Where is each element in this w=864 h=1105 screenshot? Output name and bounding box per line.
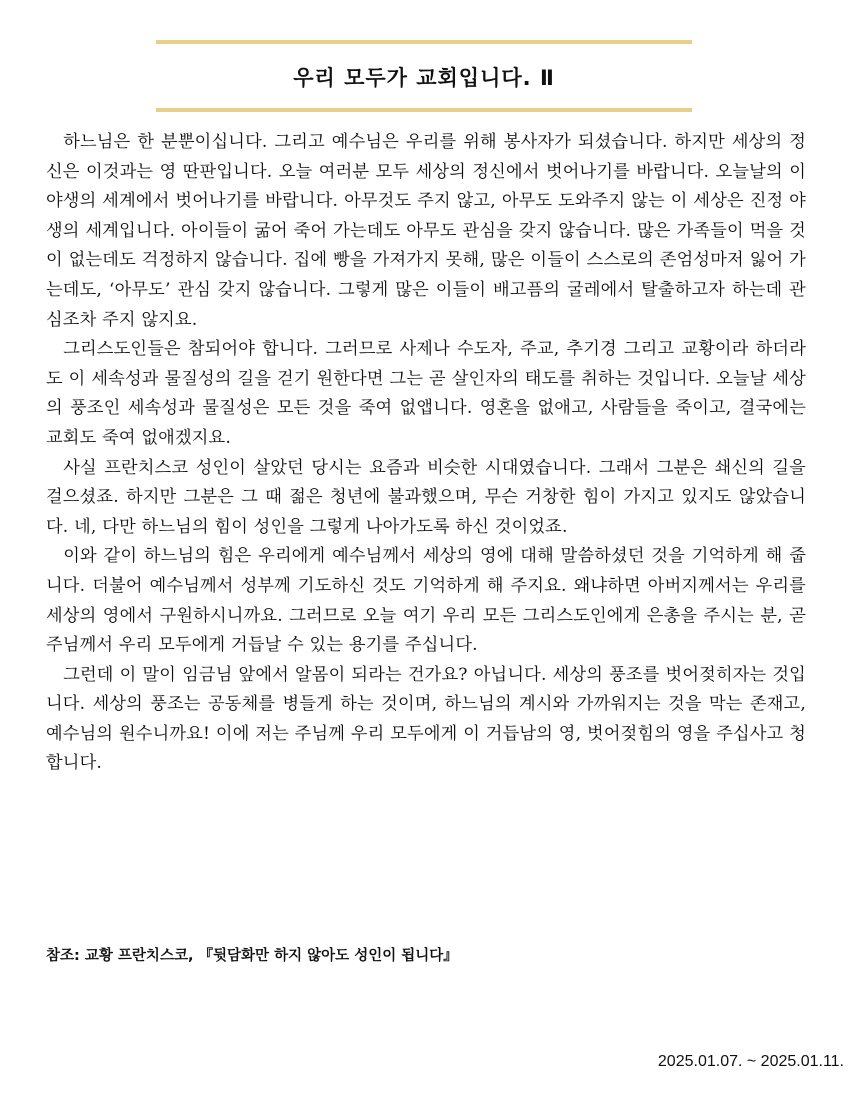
paragraph-1: 하느님은 한 분뿐이십니다. 그리고 예수님은 우리를 위해 봉사자가 되셨습니다. 하지만 세상의 정신은 이것과는 영 딴판입니다. 오늘 여러분 모두 세상의 정신에서 벗어나기를 바랍니다. 오늘날의 이 야생의 세계에서 벗어나기를 바랍니다. 아무것도 주지 않고, 아무도 도와주지 않는 이 세상은 진정 야생의 세계입니다. 아이들이 굶어 죽어 가는데도 아무도 관심을 갖지 않습니다. 많은 가족들이 먹을 것이 없는데도 걱정하지 않습니다. 집에 빵을 가져가지 못해, 많은 이들이 스스로의 존엄성마저 잃어 가는데도, ‘아무도’ 관심 갖지 않습니다. 그렇게 많은 이들이 배고픔의 굴레에서 탈출하고자 하는데 관심조차 주지 않지요. — [46, 132, 806, 330]
date-range: 2025.01.07. ~ 2025.01.11. — [657, 1053, 844, 1070]
title-top-rule — [156, 40, 692, 44]
paragraph-2: 그리스도인들은 참되어야 합니다. 그러므로 사제나 수도자, 주교, 추기경 그리고 교황이라 하더라도 이 세속성과 물질성의 길을 걷기 원한다면 그는 곧 살인자의 태도를 취하는 것입니다. 오늘날 세상의 풍조인 세속성과 물질성은 모든 것을 죽여 없앱니다. 영혼을 없애고, 사람들을 죽이고, 결국에는 교회도 죽여 없애겠지요. — [46, 339, 806, 448]
paragraph-4: 이와 같이 하느님의 힘은 우리에게 예수님께서 세상의 영에 대해 말씀하셨던 것을 기억하게 해 줍니다. 더불어 예수님께서 성부께 기도하신 것도 기억하게 해 주지요. 왜냐하면 아버지께서는 우리를 세상의 영에서 구원하시니까요. 그러므로 오늘 여기 우리 모든 그리스도인에게 은총을 주시는 분, 곧 주님께서 우리 모두에게 거듭날 수 있는 용기를 주십니다. — [46, 546, 806, 656]
title-bottom-rule — [156, 108, 692, 112]
paragraph-3: 사실 프란치스코 성인이 살았던 당시는 요즘과 비슷한 시대였습니다. 그래서 그분은 쇄신의 길을 걸으셨죠. 하지만 그분은 그 때 젊은 청년에 불과했으며, 무슨 거창한 힘이 가지고 있지도 않았습니다. 네, 다만 하느님의 힘이 성인을 그렇게 나아가도록 하신 것이었죠. — [46, 457, 806, 537]
page-title: 우리 모두가 교회입니다. Ⅱ — [293, 66, 555, 90]
article-body — [46, 128, 806, 779]
reference-citation: 참조: 교황 프란치스코, 『뒷담화만 하지 않아도 성인이 됩니다』 — [46, 948, 458, 964]
paragraph-5: 그런데 이 말이 임금님 앞에서 알몸이 되라는 건가요? 아닙니다. 세상의 풍조를 벗어젖히자는 것입니다. 세상의 풍조는 공동체를 병들게 하는 것이며, 하느님의 계시와 가까워지는 것을 막는 존재고, 예수님의 원수니까요! 이에 저는 주님께 우리 모두에게 이 거듭남의 영, 벗어젖힘의 영을 주십사고 청합니다. — [46, 664, 806, 774]
